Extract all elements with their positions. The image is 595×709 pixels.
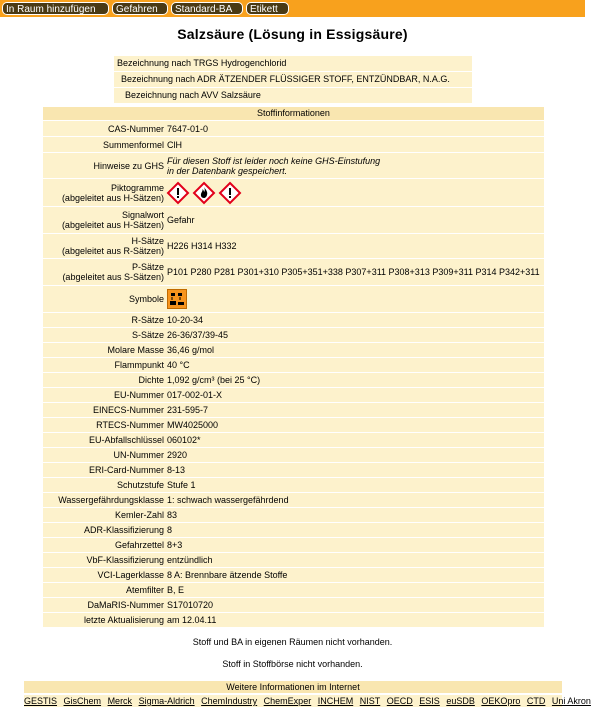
label-rtecs: RTECS-Nummer: [96, 420, 164, 430]
row-pikto: [43, 179, 544, 206]
row-adr: [43, 523, 544, 537]
row-einecs: [43, 403, 544, 417]
value-gefahrzettel: 8+3: [167, 540, 183, 550]
row-abfall: [43, 433, 544, 447]
row-molar: [43, 343, 544, 357]
corrosive-symbol-icon: [167, 289, 187, 309]
value-flamm: 40 °C: [167, 360, 190, 370]
external-links-bar: [24, 695, 591, 707]
ghs-note-line2: in der Datenbank gespeichert.: [167, 165, 288, 176]
link-uni-akron[interactable]: Uni Akron: [551, 696, 591, 706]
label-vci: VCI-Lagerklasse: [97, 570, 164, 580]
label-aktual: letzte Aktualisierung: [83, 615, 164, 625]
label-signal: [43, 207, 164, 233]
label-hsatz-line1: H-Sätze: [131, 236, 164, 246]
label-un: UN-Nummer: [113, 450, 164, 460]
value-rsatz: 10-20-34: [167, 315, 204, 325]
row-damaris: [43, 598, 544, 612]
value-cas: 7647-01-0: [167, 123, 209, 134]
label-psatz: [43, 259, 164, 285]
value-un: 2920: [167, 450, 188, 460]
row-vbf: [43, 553, 544, 567]
link-oekopro[interactable]: OEKOpro: [481, 696, 521, 706]
label-eri: ERI-Card-Nummer: [88, 465, 164, 475]
label-ssatz: S-Sätze: [131, 330, 164, 340]
value-einecs: 231-595-7: [167, 405, 209, 415]
label-pikto: [43, 179, 164, 206]
hazards-button[interactable]: Gefahren: [112, 2, 168, 15]
label-button[interactable]: Etikett: [246, 2, 289, 15]
value-molar: 36,46 g/mol: [167, 345, 215, 355]
label-psatz-line2: (abgeleitet aus S-Sätzen): [62, 272, 164, 282]
standard-ba-button[interactable]: Standard-BA: [171, 2, 243, 15]
link-chemexper[interactable]: ChemExper: [263, 696, 312, 706]
value-aktual: am 12.04.11: [167, 615, 217, 625]
row-kemler: [43, 508, 544, 522]
label-einecs: EINECS-Nummer: [92, 405, 164, 415]
value-damaris: S17010720: [167, 600, 214, 610]
row-cas: [43, 121, 544, 136]
link-gischem[interactable]: GisChem: [63, 696, 102, 706]
names-block: [114, 56, 472, 104]
row-signal: [43, 207, 544, 233]
value-abfall: 060102*: [167, 435, 201, 445]
row-wgk: [43, 493, 544, 507]
link-oecd[interactable]: OECD: [386, 696, 413, 706]
row-hsatz: [43, 234, 544, 258]
label-psatz-line1: P-Sätze: [131, 262, 164, 272]
value-pikto: [167, 179, 544, 206]
value-rtecs: MW4025000: [167, 420, 219, 430]
row-eri: [43, 463, 544, 477]
row-symbole: [43, 286, 544, 312]
row-schutz: [43, 478, 544, 492]
value-adr: 8: [167, 525, 173, 535]
link-eusdb[interactable]: euSDB: [446, 696, 475, 706]
row-psatz: [43, 259, 544, 285]
label-pikto-line2: (abgeleitet aus H-Sätzen): [61, 192, 164, 203]
link-ctd[interactable]: CTD: [526, 696, 546, 706]
value-vbf: entzündlich: [167, 555, 213, 565]
value-wgk: 1: schwach wassergefährdend: [167, 495, 289, 505]
value-signal: Gefahr: [167, 215, 195, 225]
label-formula: Summenformel: [102, 139, 164, 150]
value-atem: B, E: [167, 585, 185, 595]
label-schutz: Schutzstufe: [116, 480, 164, 490]
row-atem: [43, 583, 544, 597]
label-symbole: Symbole: [128, 294, 164, 304]
value-psatz: P101 P280 P281 P301+310 P305+351+338 P307+311 P308+313 P309+311 P314 P342+311: [167, 267, 540, 277]
label-pikto-line1: Piktogramme: [110, 182, 164, 193]
info-header: Stoffinformationen: [43, 107, 544, 120]
row-rsatz: [43, 313, 544, 327]
page-title: Salzsäure (Lösung in Essigsäure): [177, 26, 408, 42]
label-cas: CAS-Nummer: [107, 123, 164, 134]
ghs-exclamation-icon: [167, 182, 189, 204]
link-inchem[interactable]: INCHEM: [317, 696, 354, 706]
ba-note: Stoff und BA in eigenen Räumen nicht vorhanden.: [192, 637, 393, 647]
link-nist[interactable]: NIST: [359, 696, 381, 706]
row-un: [43, 448, 544, 462]
label-signal-line2: (abgeleitet aus H-Sätzen): [61, 220, 164, 230]
row-ssatz: [43, 328, 544, 342]
label-ghs: Hinweise zu GHS: [93, 160, 164, 171]
link-sigma-aldrich[interactable]: Sigma-Aldrich: [138, 696, 195, 706]
label-dichte: Dichte: [138, 375, 164, 385]
label-damaris: DaMaRIS-Nummer: [87, 600, 164, 610]
link-chemindustry[interactable]: ChemIndustry: [201, 696, 258, 706]
label-molar: Molare Masse: [107, 345, 164, 355]
label-hsatz: [43, 234, 164, 258]
row-aktual: [43, 613, 544, 627]
value-symbole: [167, 286, 544, 312]
label-adr: ADR-Klassifizierung: [83, 525, 164, 535]
label-flamm: Flammpunkt: [114, 360, 164, 370]
toolbar: [0, 0, 585, 17]
label-signal-line1: Signalwort: [121, 210, 164, 220]
name-avv: Bezeichnung nach AVV Salzsäure: [114, 88, 472, 103]
boerse-note: Stoff in Stoffbörse nicht vorhanden.: [222, 659, 363, 669]
row-vci: [43, 568, 544, 582]
link-esis[interactable]: ESIS: [419, 696, 440, 706]
value-ghs: [167, 153, 544, 178]
value-formula: ClH: [167, 139, 182, 150]
label-gefahrzettel: Gefahrzettel: [114, 540, 164, 550]
row-flamm: [43, 358, 544, 372]
label-wgk: Wassergefährdungsklasse: [58, 495, 164, 505]
add-to-room-button[interactable]: In Raum hinzufügen: [2, 2, 109, 15]
row-eu: [43, 388, 544, 402]
value-schutz: Stufe 1: [167, 480, 196, 490]
label-abfall: EU-Abfallschlüssel: [88, 435, 164, 445]
more-info-header: Weitere Informationen im Internet: [24, 681, 562, 693]
value-kemler: 83: [167, 510, 178, 520]
row-dichte: [43, 373, 544, 387]
ghs-note-line1: Für diesen Stoff ist leider noch keine GHS-Einstufung: [167, 155, 381, 166]
name-trgs: Bezeichnung nach TRGS Hydrogenchlorid: [114, 56, 472, 71]
link-gestis[interactable]: GESTIS: [24, 696, 58, 706]
ghs-exclamation-icon: [219, 182, 241, 204]
label-eu: EU-Nummer: [113, 390, 164, 400]
ghs-flame-icon: [193, 182, 215, 204]
row-ghs: [43, 153, 544, 178]
value-hsatz: H226 H314 H332: [167, 241, 237, 251]
row-rtecs: [43, 418, 544, 432]
link-merck[interactable]: Merck: [107, 696, 133, 706]
row-formula: [43, 137, 544, 152]
label-vbf: VbF-Klassifizierung: [86, 555, 164, 565]
value-eu: 017-002-01-X: [167, 390, 223, 400]
name-adr: Bezeichnung nach ADR ÄTZENDER FLÜSSIGER STOFF, ENTZÜNDBAR, N.A.G.: [114, 72, 472, 87]
label-hsatz-line2: (abgeleitet aus R-Sätzen): [61, 246, 164, 256]
label-kemler: Kemler-Zahl: [114, 510, 164, 520]
value-dichte: 1,092 g/cm³ (bei 25 °C): [167, 375, 261, 385]
value-eri: 8-13: [167, 465, 186, 475]
row-gefahrzettel: [43, 538, 544, 552]
value-vci: 8 A: Brennbare ätzende Stoffe: [167, 570, 288, 580]
label-rsatz: R-Sätze: [131, 315, 164, 325]
label-atem: Atemfilter: [125, 585, 164, 595]
value-ssatz: 26-36/37/39-45: [167, 330, 229, 340]
